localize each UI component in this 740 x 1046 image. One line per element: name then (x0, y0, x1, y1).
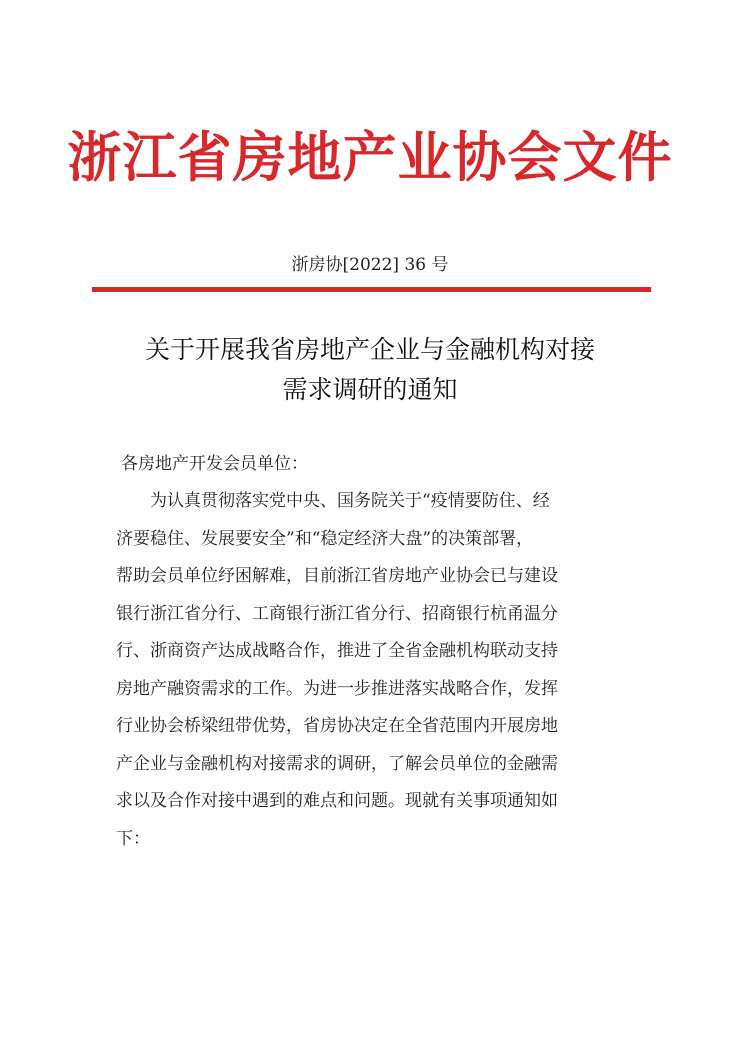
document-header-title: 浙江省房地产业协会文件 (67, 125, 673, 189)
body-line: 帮助会员单位纾困解难，目前浙江省房地产业协会已与建设 (116, 566, 558, 586)
notice-title-line-1: 关于开展我省房地产企业与金融机构对接 (144, 335, 595, 364)
body-line: 行、浙商资产达成战略合作，推进了全省金融机构联动支持 (116, 641, 558, 661)
body-line: 下： (116, 828, 150, 849)
body-line: 为认真贯彻落实党中央、国务院关于“疫情要防住、经 (116, 491, 550, 511)
body-line: 产企业与金融机构对接需求的调研，了解会员单位的金融需 (116, 753, 558, 774)
document-number: 浙房协[2022] 36 号 (291, 255, 449, 275)
body-line: 银行浙江省分行、工商银行浙江省分行、招商银行杭甬温分 (116, 603, 558, 624)
notice-body (116, 483, 640, 858)
body-line: 求以及合作对接中遇到的难点和问题。现就有关事项通知如 (116, 791, 558, 811)
salutation: 各房地产开发会员单位： (121, 454, 308, 474)
red-divider-line (92, 287, 651, 292)
notice-title-line-2: 需求调研的通知 (282, 375, 458, 404)
body-line: 行业协会桥梁纽带优势，省房协决定在全省范围内开展房地 (116, 716, 558, 736)
body-line: 济要稳住、发展要安全”和“稳定经济大盘”的决策部署， (116, 528, 534, 549)
notice-title (0, 330, 740, 410)
body-line: 房地产融资需求的工作。为进一步推进落实战略合作，发挥 (116, 678, 558, 699)
